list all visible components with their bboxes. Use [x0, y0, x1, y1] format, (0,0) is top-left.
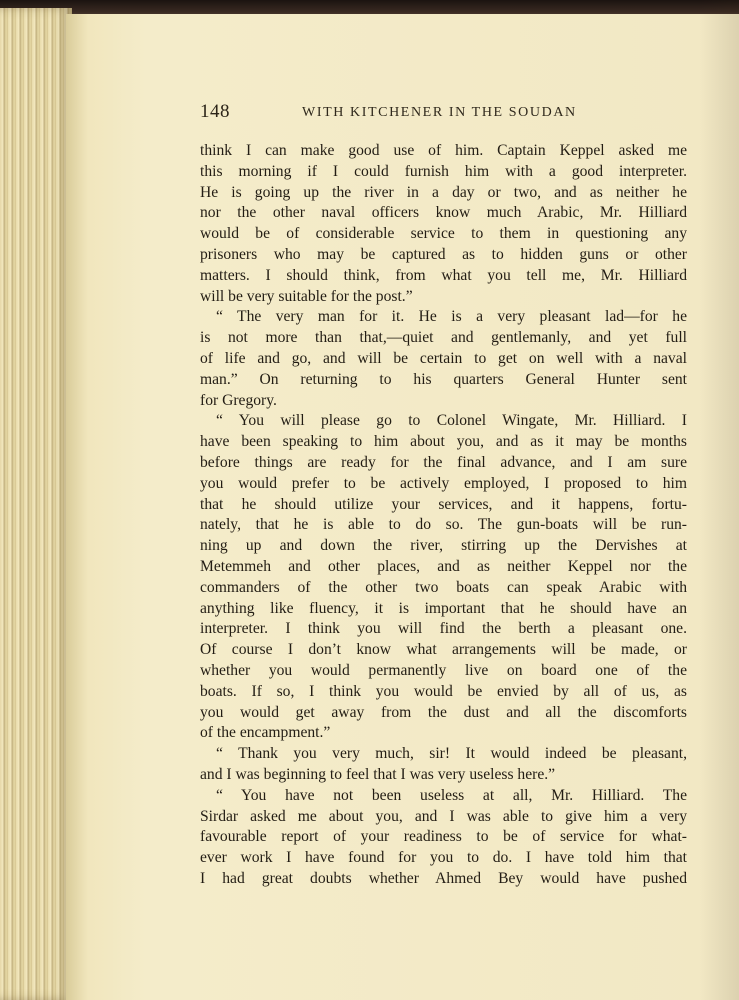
text-line: boats. If so, I think you would be envied by all of us, as	[200, 682, 687, 700]
text-line: ever work I have found for you to do. I have told him that	[200, 849, 687, 867]
text-line: have been speaking to him about you, and as it may be months	[200, 433, 687, 451]
text-line: is not more than that,—quiet and gentlemanly, and yet full	[200, 329, 687, 347]
page-shadow	[699, 0, 739, 1000]
text-line: interpreter. I think you will find the berth a pleasant one.	[200, 620, 687, 638]
text-line: you would prefer to be actively employed, I proposed to him	[200, 474, 687, 492]
text-line: favourable report of your readiness to be of service for what-	[200, 828, 687, 846]
text-line: of life and go, and will be certain to get on well with a naval	[200, 349, 687, 367]
text-line: nor the other naval officers know much Arabic, Mr. Hilliard	[200, 204, 687, 222]
text-line: for Gregory.	[200, 391, 277, 409]
text-line: “ The very man for it. He is a very pleasant lad—for he	[216, 308, 687, 326]
page-edges	[0, 8, 72, 1000]
text-line: man.” On returning to his quarters General Hunter sent	[200, 370, 687, 388]
text-line: you would get away from the dust and all the discomforts	[200, 703, 687, 721]
text-line: would be of considerable service to them in questioning any	[200, 225, 687, 243]
text-line: He is going up the river in a day or two, and as neither he	[200, 183, 687, 201]
running-head: WITH KITCHENER IN THE SOUDAN	[302, 105, 577, 120]
text-line: will be very suitable for the post.”	[200, 287, 413, 305]
text-line: I had great doubts whether Ahmed Bey would have pushed	[200, 869, 687, 887]
page-number: 148	[200, 101, 230, 122]
text-line: prisoners who may be captured as to hidden guns or other	[200, 245, 687, 263]
text-line: commanders of the other two boats can speak Arabic with	[200, 578, 687, 596]
page-header	[200, 101, 686, 125]
text-line: Sirdar asked me about you, and I was able to give him a very	[200, 807, 687, 825]
text-line: ning up and down the river, stirring up the Dervishes at	[200, 537, 687, 555]
text-line: of the encampment.”	[200, 724, 331, 742]
text-line: anything like fluency, it is important that he should have an	[200, 599, 687, 617]
text-line: and I was beginning to feel that I was very useless here.”	[200, 765, 556, 783]
text-line: Metemmeh and other places, and as neither Keppel nor the	[200, 557, 687, 575]
text-line: before things are ready for the final advance, and I am sure	[200, 453, 687, 471]
text-line: Of course I don’t know what arrangements will be made, or	[200, 641, 687, 659]
text-line: nately, that he is able to do so. The gun-boats will be run-	[200, 516, 687, 534]
text-line: “ You have not been useless at all, Mr. Hilliard. The	[216, 786, 687, 804]
text-line: “ You will please go to Colonel Wingate, Mr. Hilliard. I	[216, 412, 687, 430]
text-line: “ Thank you very much, sir! It would indeed be pleasant,	[216, 745, 687, 763]
text-line: think I can make good use of him. Captain Keppel asked me	[200, 142, 687, 159]
text-line: whether you would permanently live on board one of the	[200, 661, 687, 679]
body-text	[200, 141, 687, 890]
text-line: matters. I should think, from what you tell me, Mr. Hilliard	[200, 266, 687, 284]
text-line: that he should utilize your services, and it happens, fortu-	[200, 495, 687, 513]
text-line: this morning if I could furnish him with a good interpreter.	[200, 162, 687, 180]
